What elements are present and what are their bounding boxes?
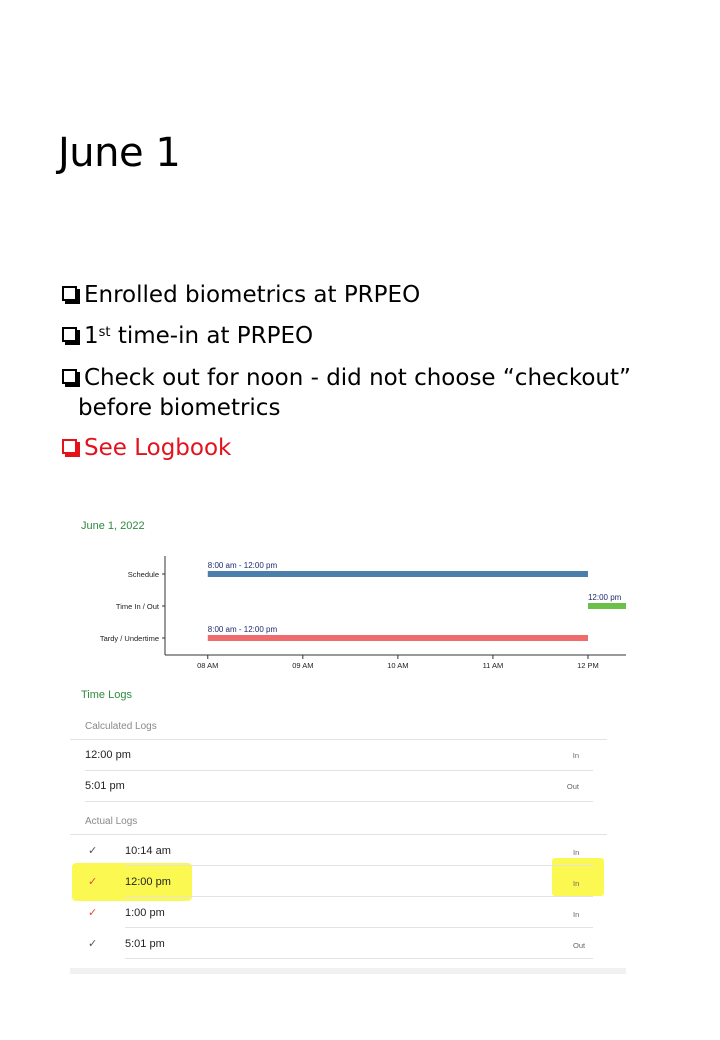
log-direction: Out — [566, 782, 579, 791]
checkbox-icon — [62, 439, 77, 454]
actual-log-row — [70, 835, 593, 866]
actual-logs-header: Actual Logs — [85, 816, 138, 827]
y-tick-label: Time In / Out — [115, 602, 159, 611]
bullet-first-time-in — [62, 321, 313, 351]
slide-title: June 1 — [58, 130, 181, 176]
log-time: 5:01 pm — [85, 780, 125, 792]
bar-label: 8:00 am - 12:00 pm — [207, 625, 278, 634]
calculated-log-row — [85, 771, 593, 802]
attendance-screenshot — [70, 508, 626, 974]
log-time: 1:00 pm — [125, 907, 165, 919]
bullet-text-sup: st — [98, 325, 111, 340]
log-date: June 1, 2022 — [81, 520, 145, 532]
x-tick-label: 08 AM — [197, 661, 219, 670]
x-tick-label: 11 AM — [482, 661, 504, 670]
bar-label: 12:00 pm — [587, 593, 622, 602]
y-tick-label: Tardy / Undertime — [99, 634, 159, 643]
check-icon: ✓ — [88, 938, 98, 950]
bullet-text-post: time-in at PRPEO — [110, 323, 314, 349]
screenshot-bottom-edge — [70, 968, 626, 974]
bar-label: 8:00 am - 12:00 pm — [207, 561, 278, 570]
bar-tardy-undertime — [208, 635, 588, 641]
checkbox-icon — [62, 286, 77, 301]
log-time: 12:00 pm — [85, 749, 131, 761]
bullet-text-pre: 1 — [84, 323, 99, 349]
bullet-text: Enrolled biometrics at PRPEO — [84, 282, 421, 308]
bullet-see-logbook — [62, 433, 231, 463]
bullet-enrolled — [62, 280, 420, 310]
calculated-logs-header: Calculated Logs — [85, 721, 157, 732]
bullet-text: See Logbook — [84, 435, 232, 461]
log-time: 12:00 pm — [125, 876, 171, 888]
bar-schedule — [208, 571, 588, 577]
check-icon: ✓ — [88, 845, 98, 857]
row-divider — [125, 958, 593, 959]
actual-log-row — [70, 928, 593, 959]
y-tick-label: Schedule — [127, 570, 159, 579]
timeline-chart — [70, 548, 626, 678]
log-direction: In — [573, 910, 580, 919]
bullet-text-line1: Check out for noon - did not choose “checkout” — [84, 365, 631, 391]
log-direction: In — [573, 848, 580, 857]
log-direction: In — [573, 879, 580, 888]
log-time: 10:14 am — [125, 845, 171, 857]
actual-log-row — [70, 897, 593, 928]
bullet-check-out — [62, 363, 684, 423]
log-time: 5:01 pm — [125, 938, 165, 950]
x-tick-label: 09 AM — [292, 661, 314, 670]
checkbox-icon — [62, 369, 77, 384]
check-icon: ✓ — [88, 907, 98, 919]
bullet-text-line2: before biometrics — [78, 395, 281, 421]
bar-time-in-out — [588, 603, 626, 609]
time-logs-title: Time Logs — [81, 689, 132, 701]
actual-log-row — [70, 866, 593, 897]
check-icon: ✓ — [88, 876, 98, 888]
calculated-log-row — [85, 740, 593, 771]
x-tick-label: 10 AM — [387, 661, 409, 670]
x-tick-label: 12 PM — [577, 661, 599, 670]
checkbox-icon — [62, 327, 77, 342]
log-direction: In — [572, 751, 579, 760]
log-direction: Out — [573, 941, 586, 950]
